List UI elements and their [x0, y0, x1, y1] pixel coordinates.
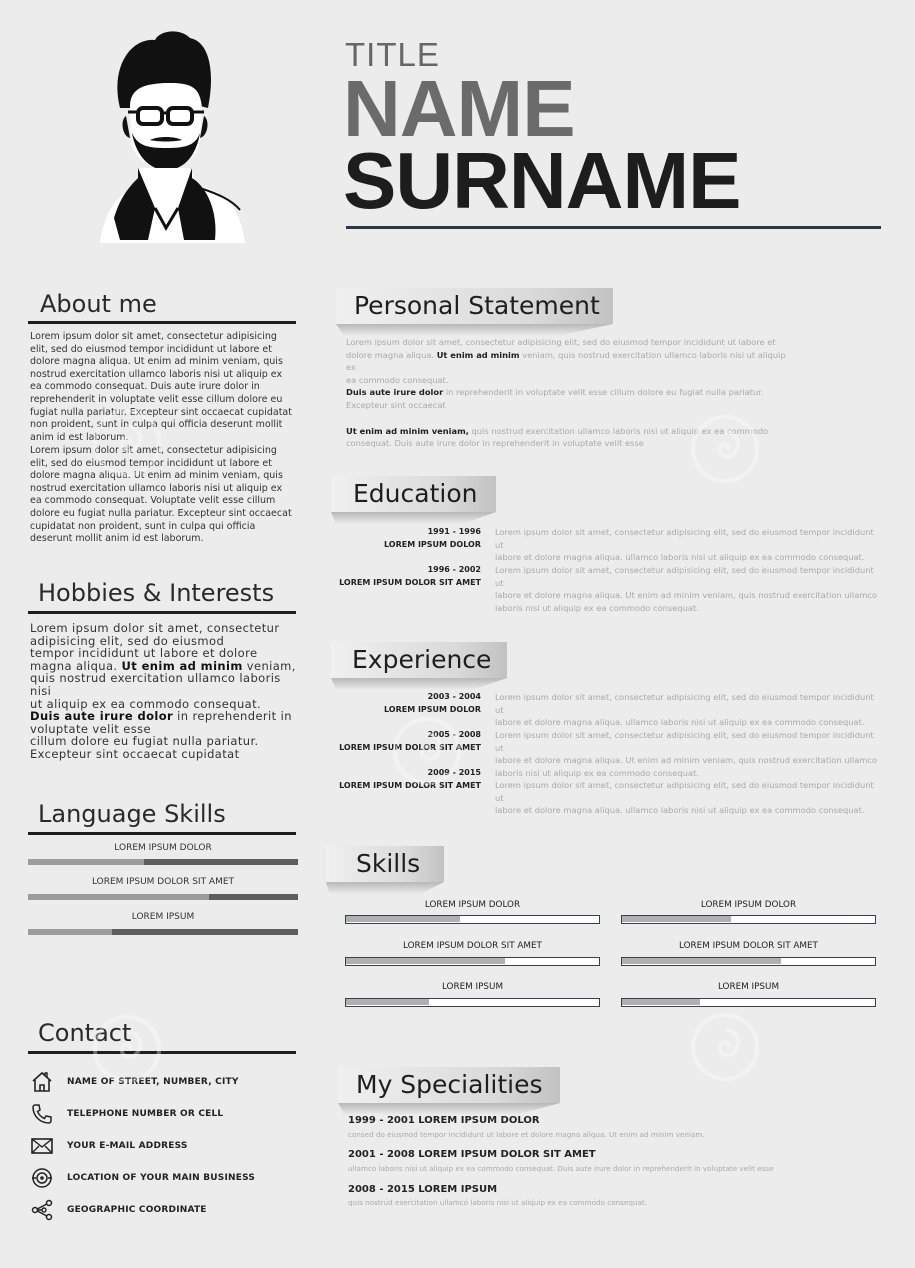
skill-bar [621, 915, 876, 924]
education-date: 1996 - 2002 [427, 565, 481, 574]
skill-label: LOREM IPSUM [441, 982, 504, 992]
about-divider [28, 321, 296, 324]
hobbies-text: Lorem ipsum dolor sit amet, consectetur adipisicing elit, sed do eiusmod tempor incididunt ut labore et dolore magna aliqua. Ut enim ad minim veniam, quis nostrud exercitation ullamco laboris nisi ut aliquip ex ea commodo consequat. Duis aute irure dolor in reprehenderit in voluptate velit esse cillum dolore eu fugiat nulla pariatur. Excepteur sint occaecat cupidatat [30, 621, 296, 761]
skill-bar-fill [346, 916, 460, 922]
contact-location-label: LOCATION OF YOUR MAIN BUSINESS [67, 1173, 256, 1183]
skill-bar-fill [622, 958, 781, 964]
education-title: LOREM IPSUM DOLOR SIT AMET [339, 578, 481, 587]
speciality-title: 2001 - 2008 LOREM IPSUM DOLOR SIT AMET [348, 1149, 596, 1160]
experience-description: Lorem ipsum dolor sit amet, consectetur adipisicing elit, sed do eiusmod tempor incididunt ut labore et dolore magna aliqua. ullamco laboris nisi ut aliquip ex ea commodo consequat. [495, 692, 874, 728]
watermark-swirl-icon [690, 414, 760, 484]
skill-bar [621, 957, 876, 966]
skill-bar-fill [622, 999, 700, 1005]
contact-coordinate-label: GEOGRAPHIC COORDINATE [67, 1205, 207, 1215]
skills-tab [326, 846, 444, 882]
contact-phone[interactable] [30, 1102, 300, 1126]
phone-icon [30, 1102, 54, 1126]
experience-tab [331, 642, 507, 678]
resume-surname: SURNAME [343, 136, 741, 225]
experience-date: 2003 - 2004 [427, 692, 481, 701]
experience-date: 2009 - 2015 [427, 768, 481, 777]
education-description: Lorem ipsum dolor sit amet, consectetur adipisicing elit, sed do eiusmod tempor incididunt ut labore et dolore magna aliqua. ullamco laboris nisi ut aliquip ex ea commodo consequat. [495, 527, 874, 563]
skill-label: LOREM IPSUM DOLOR [700, 900, 797, 910]
language-bar-fill [28, 859, 144, 865]
education-title: LOREM IPSUM DOLOR [383, 540, 481, 549]
watermark-swirl-icon [392, 716, 462, 786]
personal-statement-heading: Personal Statement [354, 291, 600, 320]
education-description: Lorem ipsum dolor sit amet, consectetur adipisicing elit, sed do eiusmod tempor incididunt ut labore et dolore magna aliqua. Ut enim ad minim veniam, quis nostrud exercitation ullamco laboris nisi ut aliquip ex ea commodo consequat. [495, 565, 878, 613]
skill-bar-fill [346, 999, 429, 1005]
language-bar [28, 859, 298, 865]
skill-label: LOREM IPSUM [717, 982, 780, 992]
contact-address[interactable] [30, 1070, 300, 1094]
experience-title: LOREM IPSUM DOLOR SIT AMET [339, 743, 481, 752]
specialities-tab [338, 1067, 560, 1103]
skill-bar [345, 998, 600, 1007]
speciality-description: ullamco laboris nisi ut aliquip ex ea commodo consequat. Duis aute irure dolor in reprehenderit in voluptate velit esse [348, 1164, 774, 1173]
speciality-title: 2008 - 2015 LOREM IPSUM [348, 1184, 498, 1195]
experience-title: LOREM IPSUM DOLOR SIT AMET [339, 781, 481, 790]
hobbies-divider [28, 611, 296, 614]
specialities-heading: My Specialities [356, 1070, 543, 1099]
speciality-description: consed do eiusmod tempor incididunt ut labore et dolore magna aliqua. Ut enim ad minim veniam. [348, 1130, 705, 1139]
about-paragraph-2: Lorem ipsum dolor sit amet, consectetur adipisicing elit, sed do eiusmod tempor incididunt ut labore et dolore magna aliqua. Ut enim ad minim veniam, quis nostrud exercitation ullamco laboris nisi ut aliquip ex ea commodo consequat. Voluptate velit esse cillum dolore eu fugiat nulla pariatur. Excepteur sint occaecat cupidatat non proident, sunt in culpa qui officia deserunt mollit anim id est laborum. [30, 445, 292, 545]
header-divider [346, 226, 881, 229]
experience-heading: Experience [352, 645, 492, 674]
location-icon [30, 1166, 54, 1190]
education-heading: Education [353, 479, 478, 508]
contact-email[interactable] [30, 1134, 300, 1158]
skill-bar [345, 915, 600, 924]
skill-bar-fill [622, 916, 731, 922]
experience-description: Lorem ipsum dolor sit amet, consectetur adipisicing elit, sed do eiusmod tempor incididunt ut labore et dolore magna aliqua. Ut enim ad minim veniam, quis nostrud exercitation ullamco laboris nisi ut aliquip ex ea commodo consequat. [495, 730, 878, 778]
language-label: LOREM IPSUM DOLOR SIT AMET [91, 877, 235, 887]
personal-statement-tab [336, 288, 613, 324]
resume-title: TITLE [345, 36, 440, 73]
speciality-title: 1999 - 2001 LOREM IPSUM DOLOR [348, 1115, 540, 1126]
language-bar-fill [28, 929, 112, 935]
envelope-icon [30, 1134, 54, 1158]
house-icon [30, 1070, 54, 1094]
watermark-swirl-icon [690, 1012, 760, 1082]
experience-description: Lorem ipsum dolor sit amet, consectetur adipisicing elit, sed do eiusmod tempor incididunt ut labore et dolore magna aliqua. ullamco laboris nisi ut aliquip ex ea commodo consequat. [495, 780, 874, 816]
language-bar [28, 929, 298, 935]
education-date: 1991 - 1996 [427, 527, 481, 536]
contact-heading: Contact [38, 1019, 132, 1047]
contact-phone-label: TELEPHONE NUMBER OR CELL [67, 1109, 224, 1119]
avatar [100, 28, 245, 243]
language-divider [28, 832, 296, 835]
skill-bar [345, 957, 600, 966]
speciality-description: quis nostrud exercitation ullamco laboris nisi ut aliquip ex ea commodo consequat. [348, 1198, 647, 1207]
language-label: LOREM IPSUM DOLOR [114, 843, 212, 853]
language-heading: Language Skills [38, 800, 226, 828]
about-heading: About me [40, 290, 157, 318]
hobbies-heading: Hobbies & Interests [38, 579, 275, 607]
share-icon [30, 1198, 54, 1222]
language-bar-fill [28, 894, 209, 900]
watermark-swirl-icon [92, 408, 162, 478]
about-paragraph-1: Lorem ipsum dolor sit amet, consectetur adipisicing elit, sed do eiusmod tempor incididunt ut labore et dolore magna aliqua. Ut enim ad minim veniam, quis nostrud exercitation ullamco laboris nisi ut aliquip ex ea commodo consequat. Duis aute irure dolor in reprehenderit in voluptate velit esse cillum dolore eu fugiat nulla pariatur. Excepteur sint occaecat cupidatat non proident, sunt in culpa qui officia deserunt mollit anim id est laborum. [30, 331, 292, 443]
skills-heading: Skills [356, 849, 421, 878]
skill-label: LOREM IPSUM DOLOR SIT AMET [403, 941, 542, 951]
skill-bar [621, 998, 876, 1007]
skill-label: LOREM IPSUM DOLOR [424, 900, 521, 910]
skill-label: LOREM IPSUM DOLOR SIT AMET [679, 941, 818, 951]
contact-email-label: YOUR E-MAIL ADDRESS [67, 1141, 188, 1151]
education-tab [331, 476, 496, 512]
experience-date: 2005 - 2008 [427, 730, 481, 739]
contact-location[interactable] [30, 1166, 300, 1190]
watermark-swirl-icon [92, 1014, 162, 1084]
contact-coordinate[interactable] [30, 1198, 300, 1222]
contact-address-label: NAME OF STREET, NUMBER, CITY [67, 1077, 239, 1087]
contact-divider [28, 1051, 296, 1054]
experience-title: LOREM IPSUM DOLOR [383, 705, 481, 714]
personal-statement-text: Lorem ipsum dolor sit amet, consectetur adipisicing elit, sed do eiusmod tempor incididunt ut labore et dolore magna aliqua. Ut enim ad minim veniam, quis nostrud exercitation ullamco laboris nisi ut aliquip ex ea commodo consequat. Duis aute irure dolor in reprehenderit in voluptate velit esse cillum dolore eu fugiat nulla pariatur. Excepteur sint occaecat Ut enim ad minim veniam, quis nostrud exercitation ullamco laboris nisi ut aliquip ex ea commodo consequat. Duis aute irure dolor in reprehenderit in voluptate velit esse [346, 337, 786, 449]
language-bar [28, 894, 298, 900]
resume-name: NAME [343, 64, 575, 153]
language-label: LOREM IPSUM [131, 912, 195, 922]
skill-bar-fill [346, 958, 505, 964]
